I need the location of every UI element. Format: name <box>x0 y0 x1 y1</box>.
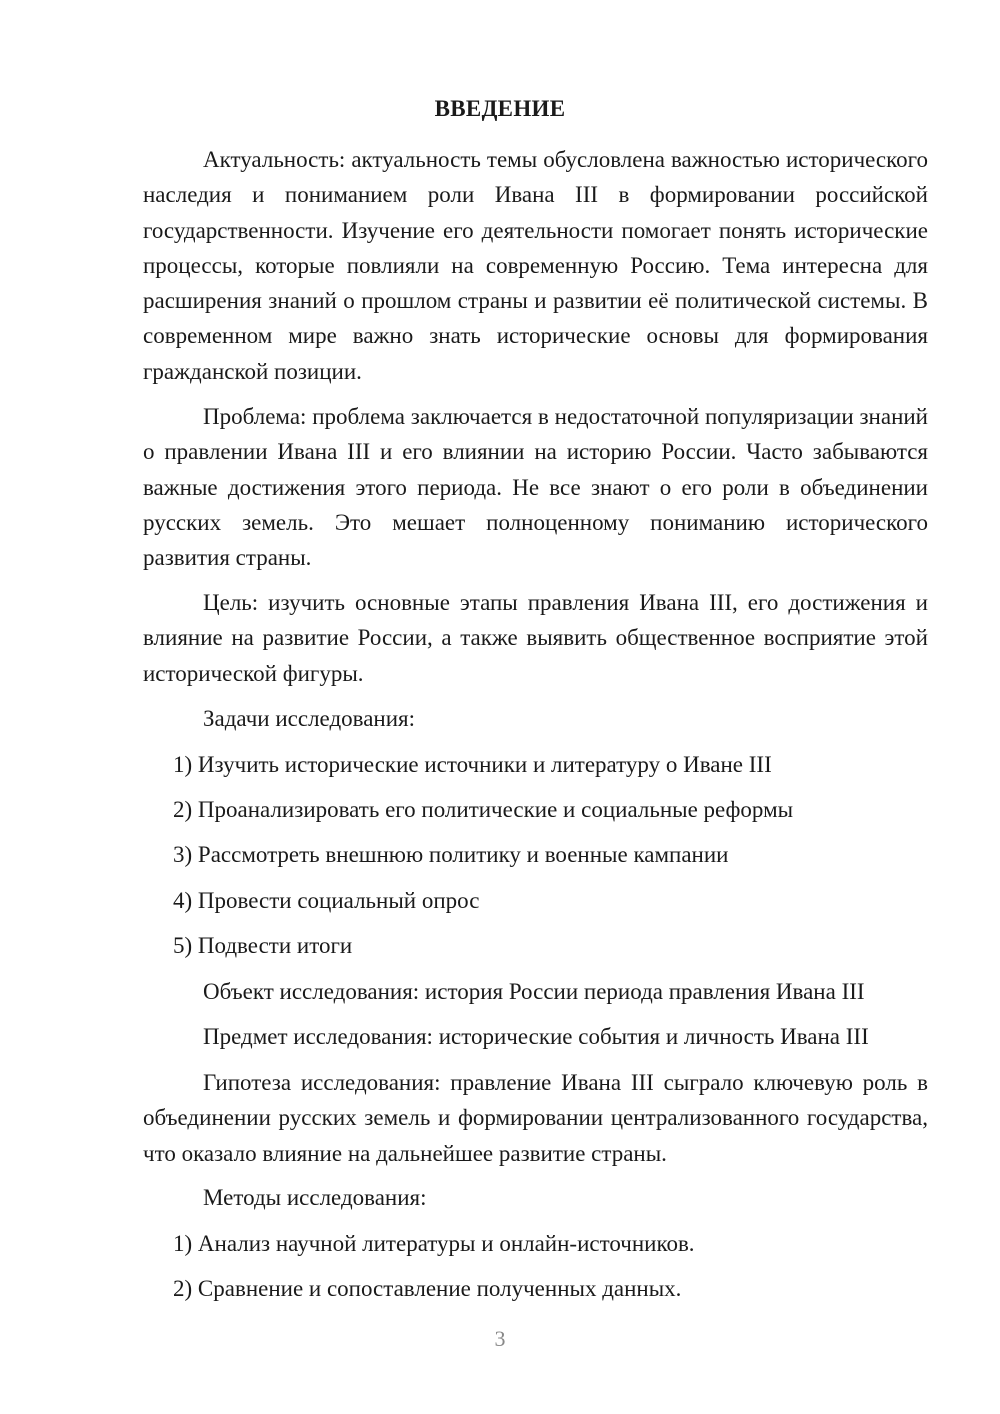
method-item: 1) Анализ научной литературы и онлайн-источников. <box>173 1231 695 1256</box>
page-number: 3 <box>494 1326 506 1351</box>
relevance-text: Актуальность: актуальность темы обусловлена важностью исторического наследия и пониманием роли Ивана III в формировании российской государственности. Изучение его деятельности помогает понять исторические процессы, которые повлияли на современную Россию. Тема интересна для расширения знаний о прошлом страны и развитии её политической системы. В современном мире важно знать исторические основы для формирования гражданской позиции. <box>143 147 928 384</box>
problem-text: Проблема: проблема заключается в недостаточной популяризации знаний о правлении Ивана III и его влиянии на историю России. Часто забываются важные достижения этого периода. Не все знают о его роли в объединении русских земель. Это мешает полноценному пониманию исторического развития страны. <box>143 404 928 571</box>
task-item: 2) Проанализировать его политические и социальные реформы <box>173 797 794 822</box>
task-item: 3) Рассмотреть внешнюю политику и военные кампании <box>173 842 729 867</box>
task-item: 1) Изучить исторические источники и литературу о Иване III <box>173 752 772 777</box>
goal-paragraph <box>143 585 928 691</box>
method-item: 2) Сравнение и сопоставление полученных данных. <box>173 1276 682 1301</box>
methods-heading: Методы исследования: <box>203 1185 427 1210</box>
tasks-heading: Задачи исследования: <box>203 706 416 731</box>
page-title: ВВЕДЕНИЕ <box>434 96 566 121</box>
problem-paragraph <box>143 399 928 575</box>
task-item: 5) Подвести итоги <box>173 933 353 958</box>
hypothesis-text: Гипотеза исследования: правление Ивана III сыграло ключевую роль в объединении русских земель и формировании централизованного государства, что оказало влияние на дальнейшее развитие страны. <box>143 1070 928 1166</box>
hypothesis-paragraph <box>143 1065 928 1171</box>
relevance-paragraph <box>143 142 928 389</box>
task-item: 4) Провести социальный опрос <box>173 888 480 913</box>
goal-text: Цель: изучить основные этапы правления Ивана III, его достижения и влияние на развитие России, а также выявить общественное восприятие этой исторической фигуры. <box>143 590 928 686</box>
research-object: Объект исследования: история России периода правления Ивана III <box>203 979 865 1004</box>
research-subject: Предмет исследования: исторические события и личность Ивана III <box>203 1024 869 1049</box>
